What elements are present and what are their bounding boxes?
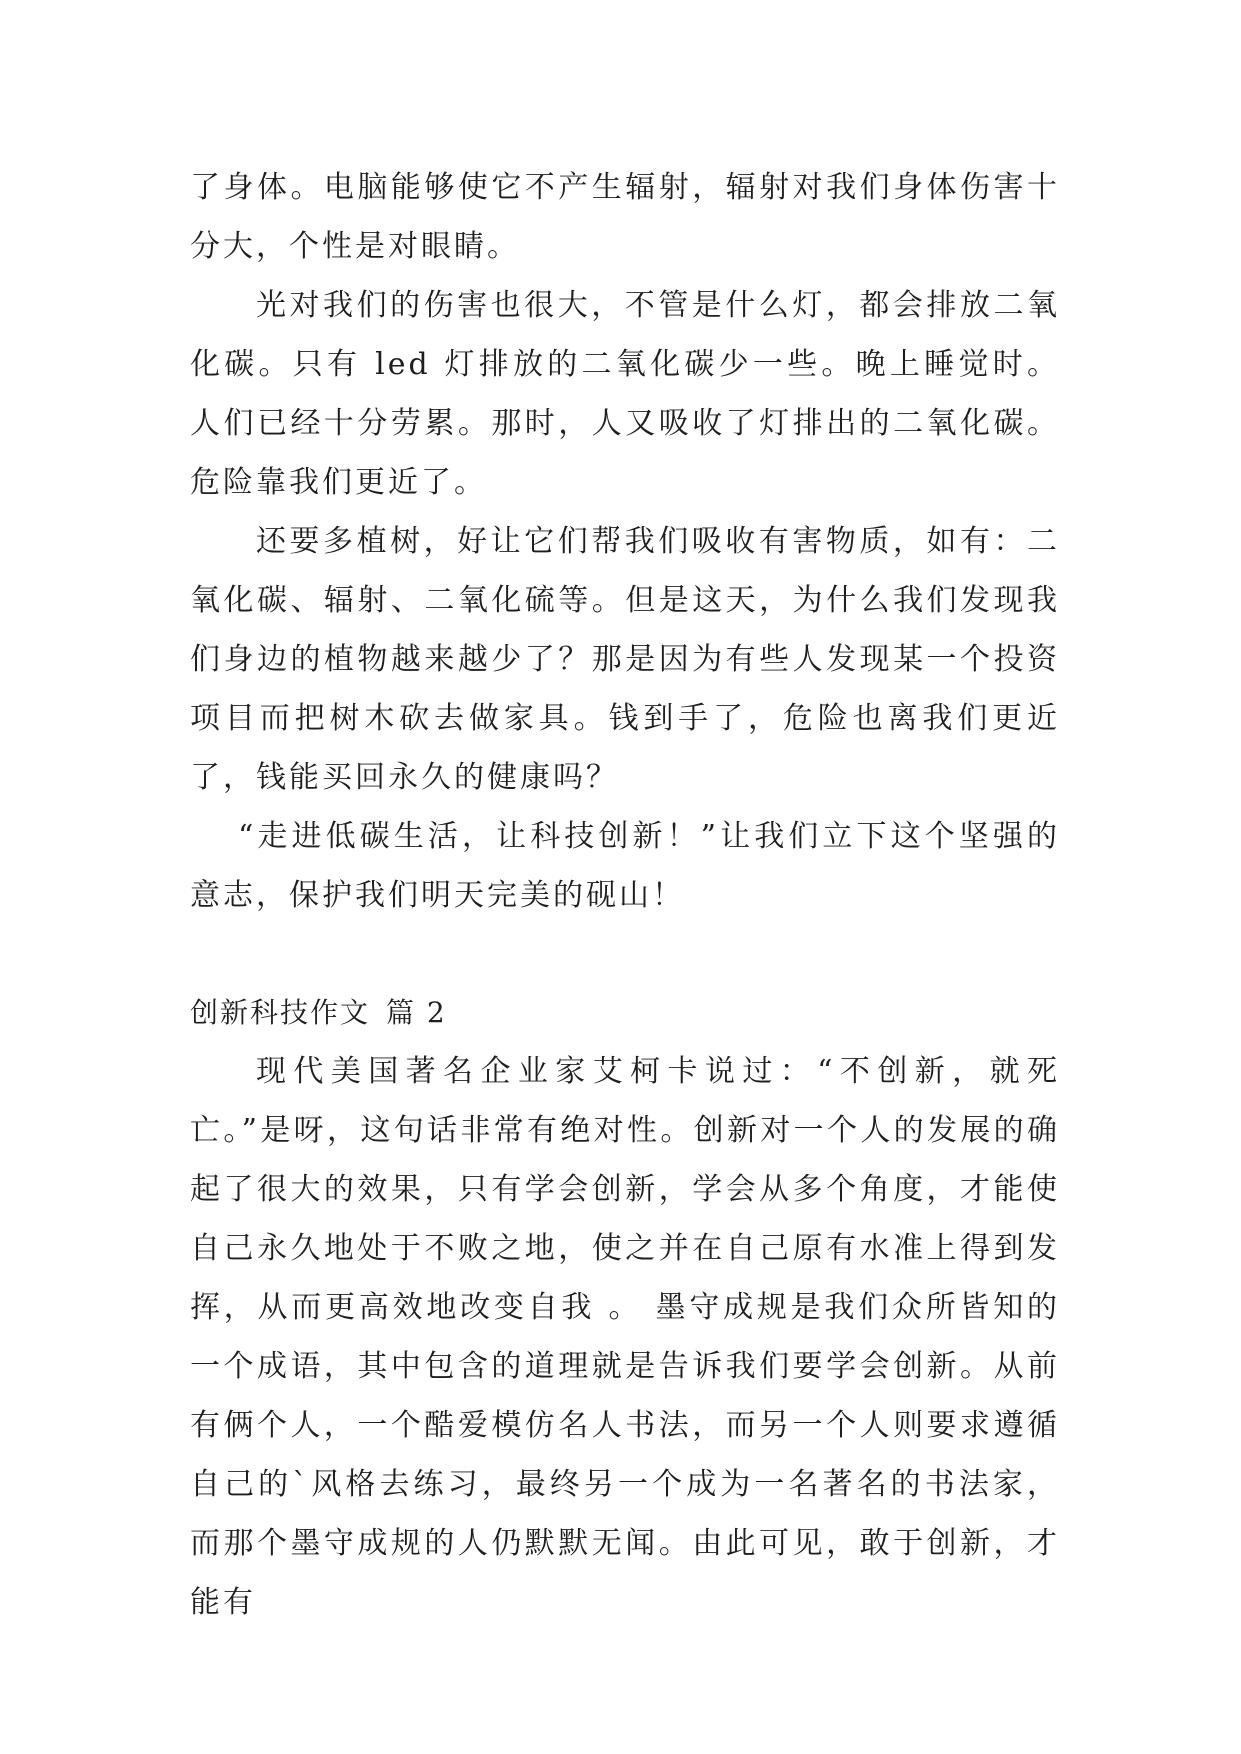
section-heading [190,983,1060,1042]
section-heading-number: 篇 2 [386,996,447,1029]
paragraph-low-carbon-slogan: “走进低碳生活，让科技创新！”让我们立下这个坚强的意志，保护我们明天完美的砚山！ [190,819,1060,913]
paragraph-plant-trees: 还要多植树，好让它们帮我们吸收有害物质，如有：二氧化碳、辐射、二氧化硫等。但是这天，为什么我们发现我们身边的植物越来越少了？那是因为有些人发现某一个投资项目而把树木砍去做家具。钱到手了，危险也离我们更近了，钱能买回永久的健康吗？ [190,524,1060,795]
document-body [190,158,1060,1632]
paragraph-continuation: 了身体。电脑能够使它不产生辐射，辐射对我们身体伤害十分大，个性是对眼睛。 [190,170,1060,264]
section-heading-title: 创新科技作文 [190,996,371,1029]
paragraph-light-pollution: 光对我们的伤害也很大，不管是什么灯，都会排放二氧化碳。只有 led 灯排放的二氧化碳少一些。晚上睡觉时。人们已经十分劳累。那时，人又吸收了灯排出的二氧化碳。危险靠我们更近了。 [190,288,1060,500]
paragraph-innovation-essay: 现代美国著名企业家艾柯卡说过：“不创新，就死亡。”是呀，这句话非常有绝对性。创新对一个人的发展的确起了很大的效果，只有学会创新，学会从多个角度，才能使自己永久地处于不败之地，使之并在自己原有水准上得到发挥，从而更高效地改变自我 。 墨守成规是我们众所皆知的一个成语，其中包含的道理就是告诉我们要学会创新。从前有俩个人，一个酷爱模仿名人书法，而另一个人则要求遵循自己的`风格去练习，最终另一个成为一名著名的书法家，而那个墨守成规的人仍默默无闻。由此可见，敢于创新，才能有 [190,1054,1060,1620]
